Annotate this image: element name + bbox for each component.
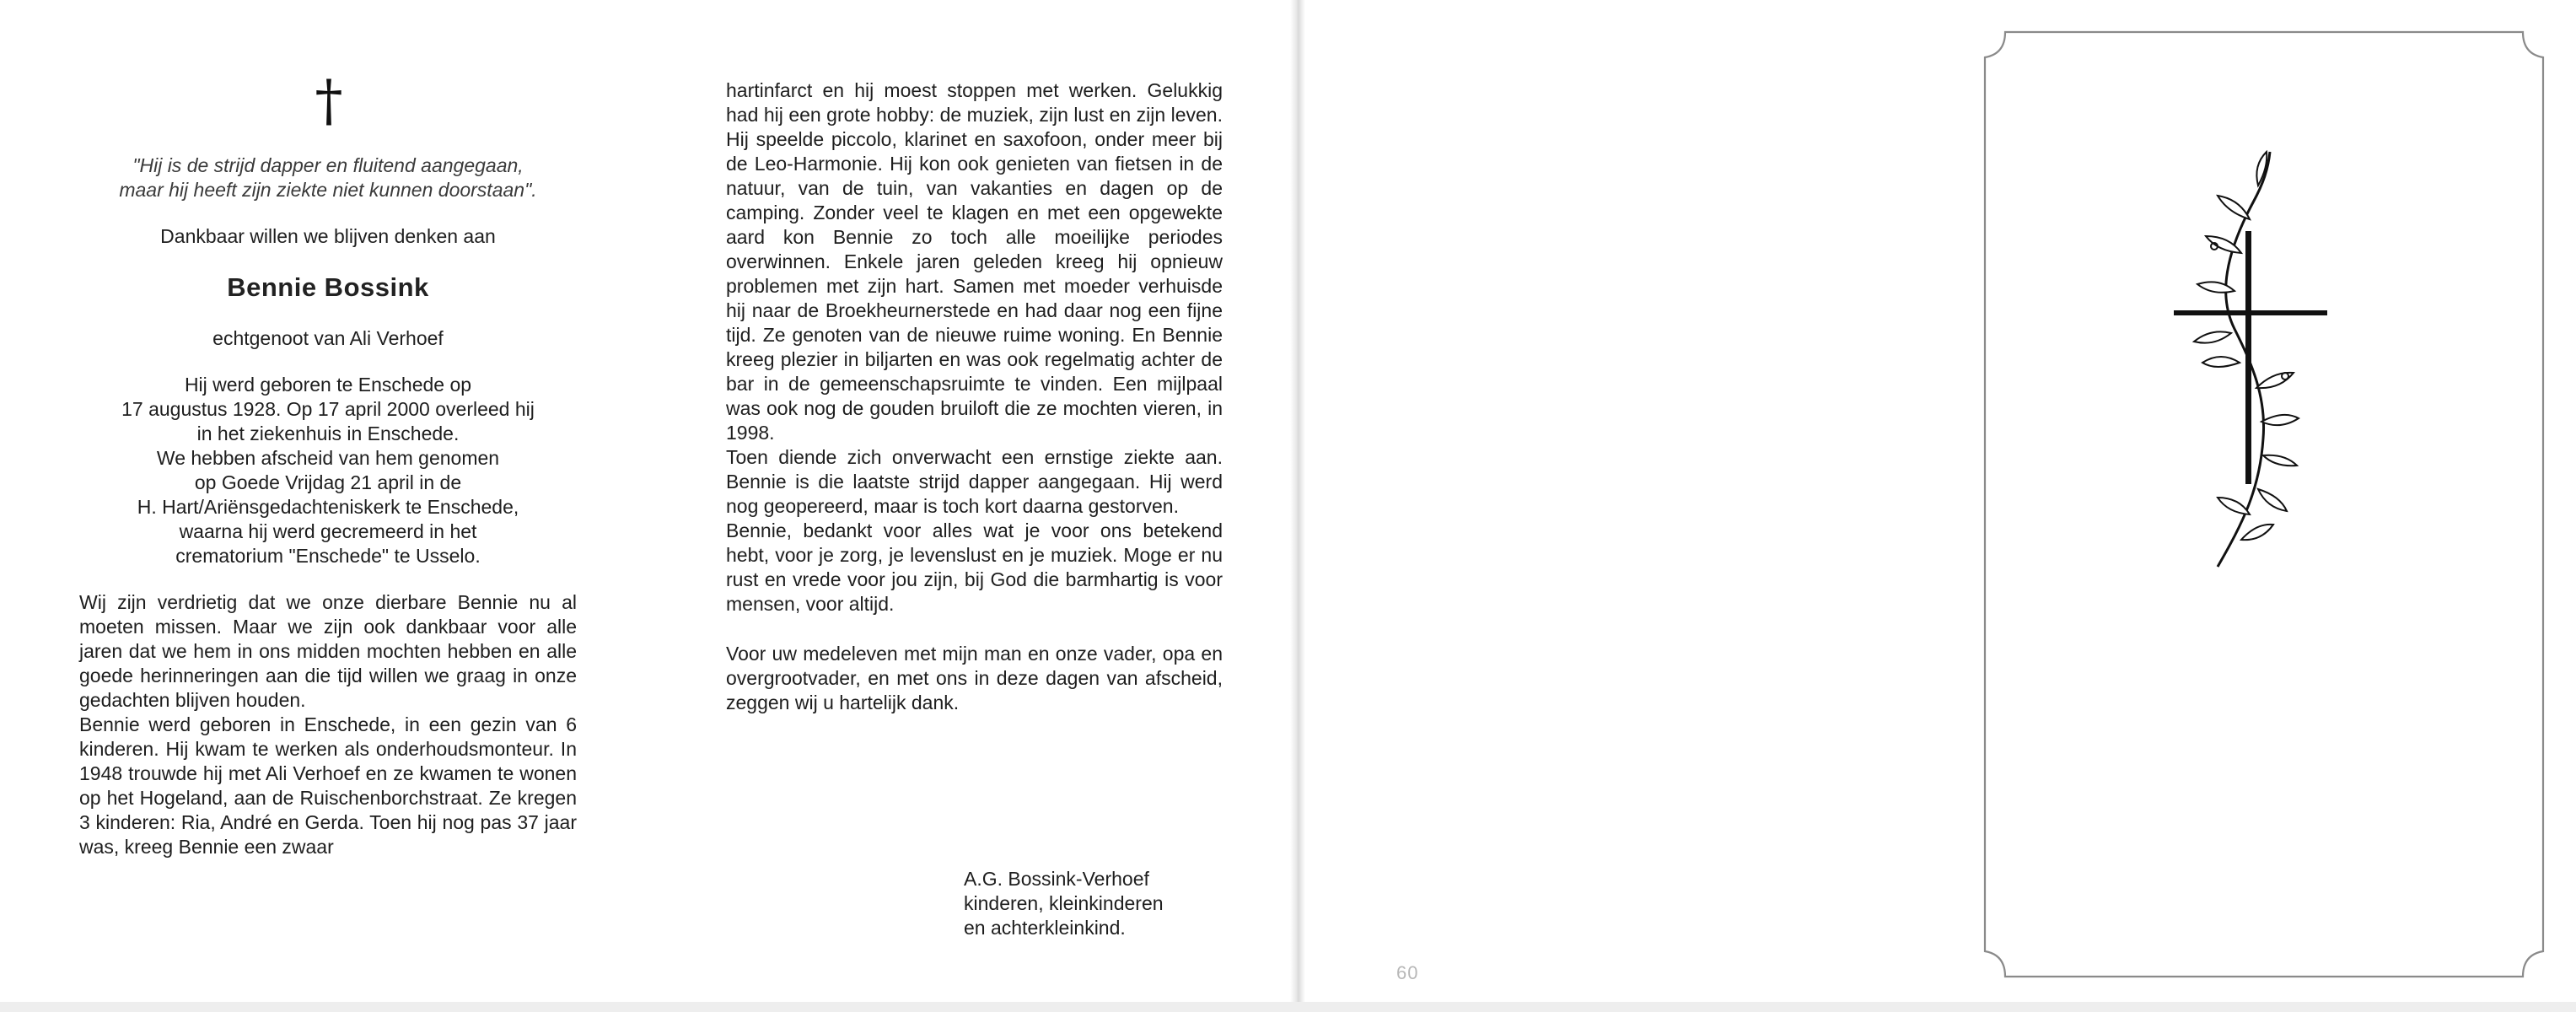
life-story-continued: hartinfarct en hij moest stoppen met werken. Gelukkig had hij een grote hobby: de muziek, zijn lust en zijn leven. Hij speelde piccolo, klarinet en saxofoon, onder meer bij de Leo-Harmonie. Hij kon ook genieten van fietsen in de natuur, van de tuin, van vakanties en dagen op de camping. Zonder veel te klagen en met een opgewekte aard kon Bennie zo toch alle moeilijke periodes overwinnen. Enkele jaren geleden kreeg hij opnieuw problemen met zijn hart. Samen met moeder verhuisde hij naar de Broekheurnerstede en had daar nog een fijne tijd. Ze genoten van de nieuwe ruime woning. En Bennie kreeg plezier in biljarten en was ook regelmatig achter de bar in de gemeenschapsruimte te vinden. Een mijlpaal was ook nog de gouden bruiloft die ze mochten vieren, in 1998. [726, 79, 1223, 444]
life-story-paragraph: Bennie werd geboren in Enschede, in een gezin van 6 kinderen. Hij kwam te werken als onderhoudsmonteur. In 1948 trouwde hij met Ali Verhoef en ze kwamen te wonen op het Hogeland, aan de Ruischenborchstraat. Ze kregen 3 kinderen: Ria, André en Gerda. Toen hij nog pas 37 jaar was, kreeg Bennie een zwaar [79, 713, 577, 858]
farewell-paragraph: Bennie, bedankt voor alles wat je voor ons betekend hebt, voor je zorg, je levenslust en je muziek. Moge er nu rust en vrede voor jou zijn, bij God die barmhartig is voor mensen, voor altijd. [726, 519, 1223, 615]
bottom-shadow [0, 1002, 2576, 1012]
illness-paragraph: Toen diende zich onverwacht een ernstige ziekte aan. Bennie is die laatste strijd dapper aangegaan. Hij werd nog geopereerd, maar is toch kort daarna gestorven. [726, 446, 1223, 517]
deceased-name: Bennie Bossink [227, 272, 429, 302]
memorial-paragraph: Wij zijn verdrietig dat we onze dierbare Bennie nu al moeten missen. Maar we zijn ook dankbaar voor alle jaren dat we hem in ons midden mochten hebben en alle goede herinneringen aan die tijd willen we graag in onze gedachten blijven houden. [79, 591, 577, 711]
spouse-relation: echtgenoot van Ali Verhoef [212, 327, 444, 349]
signature-block: A.G. Bossink-Verhoef kinderen, kleinkinderen en achterkleinkind. [964, 868, 1164, 939]
birth-death-details: Hij werd geboren te Enschede op 17 augustus 1928. Op 17 april 2000 overleed hij in het ziekenhuis in Enschede. We hebben afscheid van hem genomen op Goede Vrijdag 21 april in de H. Hart/Ariënsgedachteniskerk te Enschede, waarna hij werd gecremeerd in het crematorium "Enschede" te Usselo. [121, 374, 535, 567]
cross-olive-branch-icon [2159, 135, 2361, 590]
thanks-paragraph: Voor uw medeleven met mijn man en onze vader, opa en overgrootvader, en met ons in deze dagen van afscheid, zeggen wij u hartelijk dank. [726, 643, 1223, 713]
quote-text: "Hij is de strijd dapper en fluitend aangegaan, maar hij heeft zijn ziekte niet kunnen doorstaan". [119, 154, 537, 201]
page-number: 60 [1396, 962, 1419, 983]
card-fold [1290, 0, 1305, 1012]
cross-icon: † [315, 68, 343, 133]
obituary-right-column [726, 78, 1223, 715]
opening-quote [79, 153, 577, 202]
obituary-left-column [79, 153, 577, 859]
remembrance-intro: Dankbaar willen we blijven denken aan [160, 225, 496, 247]
